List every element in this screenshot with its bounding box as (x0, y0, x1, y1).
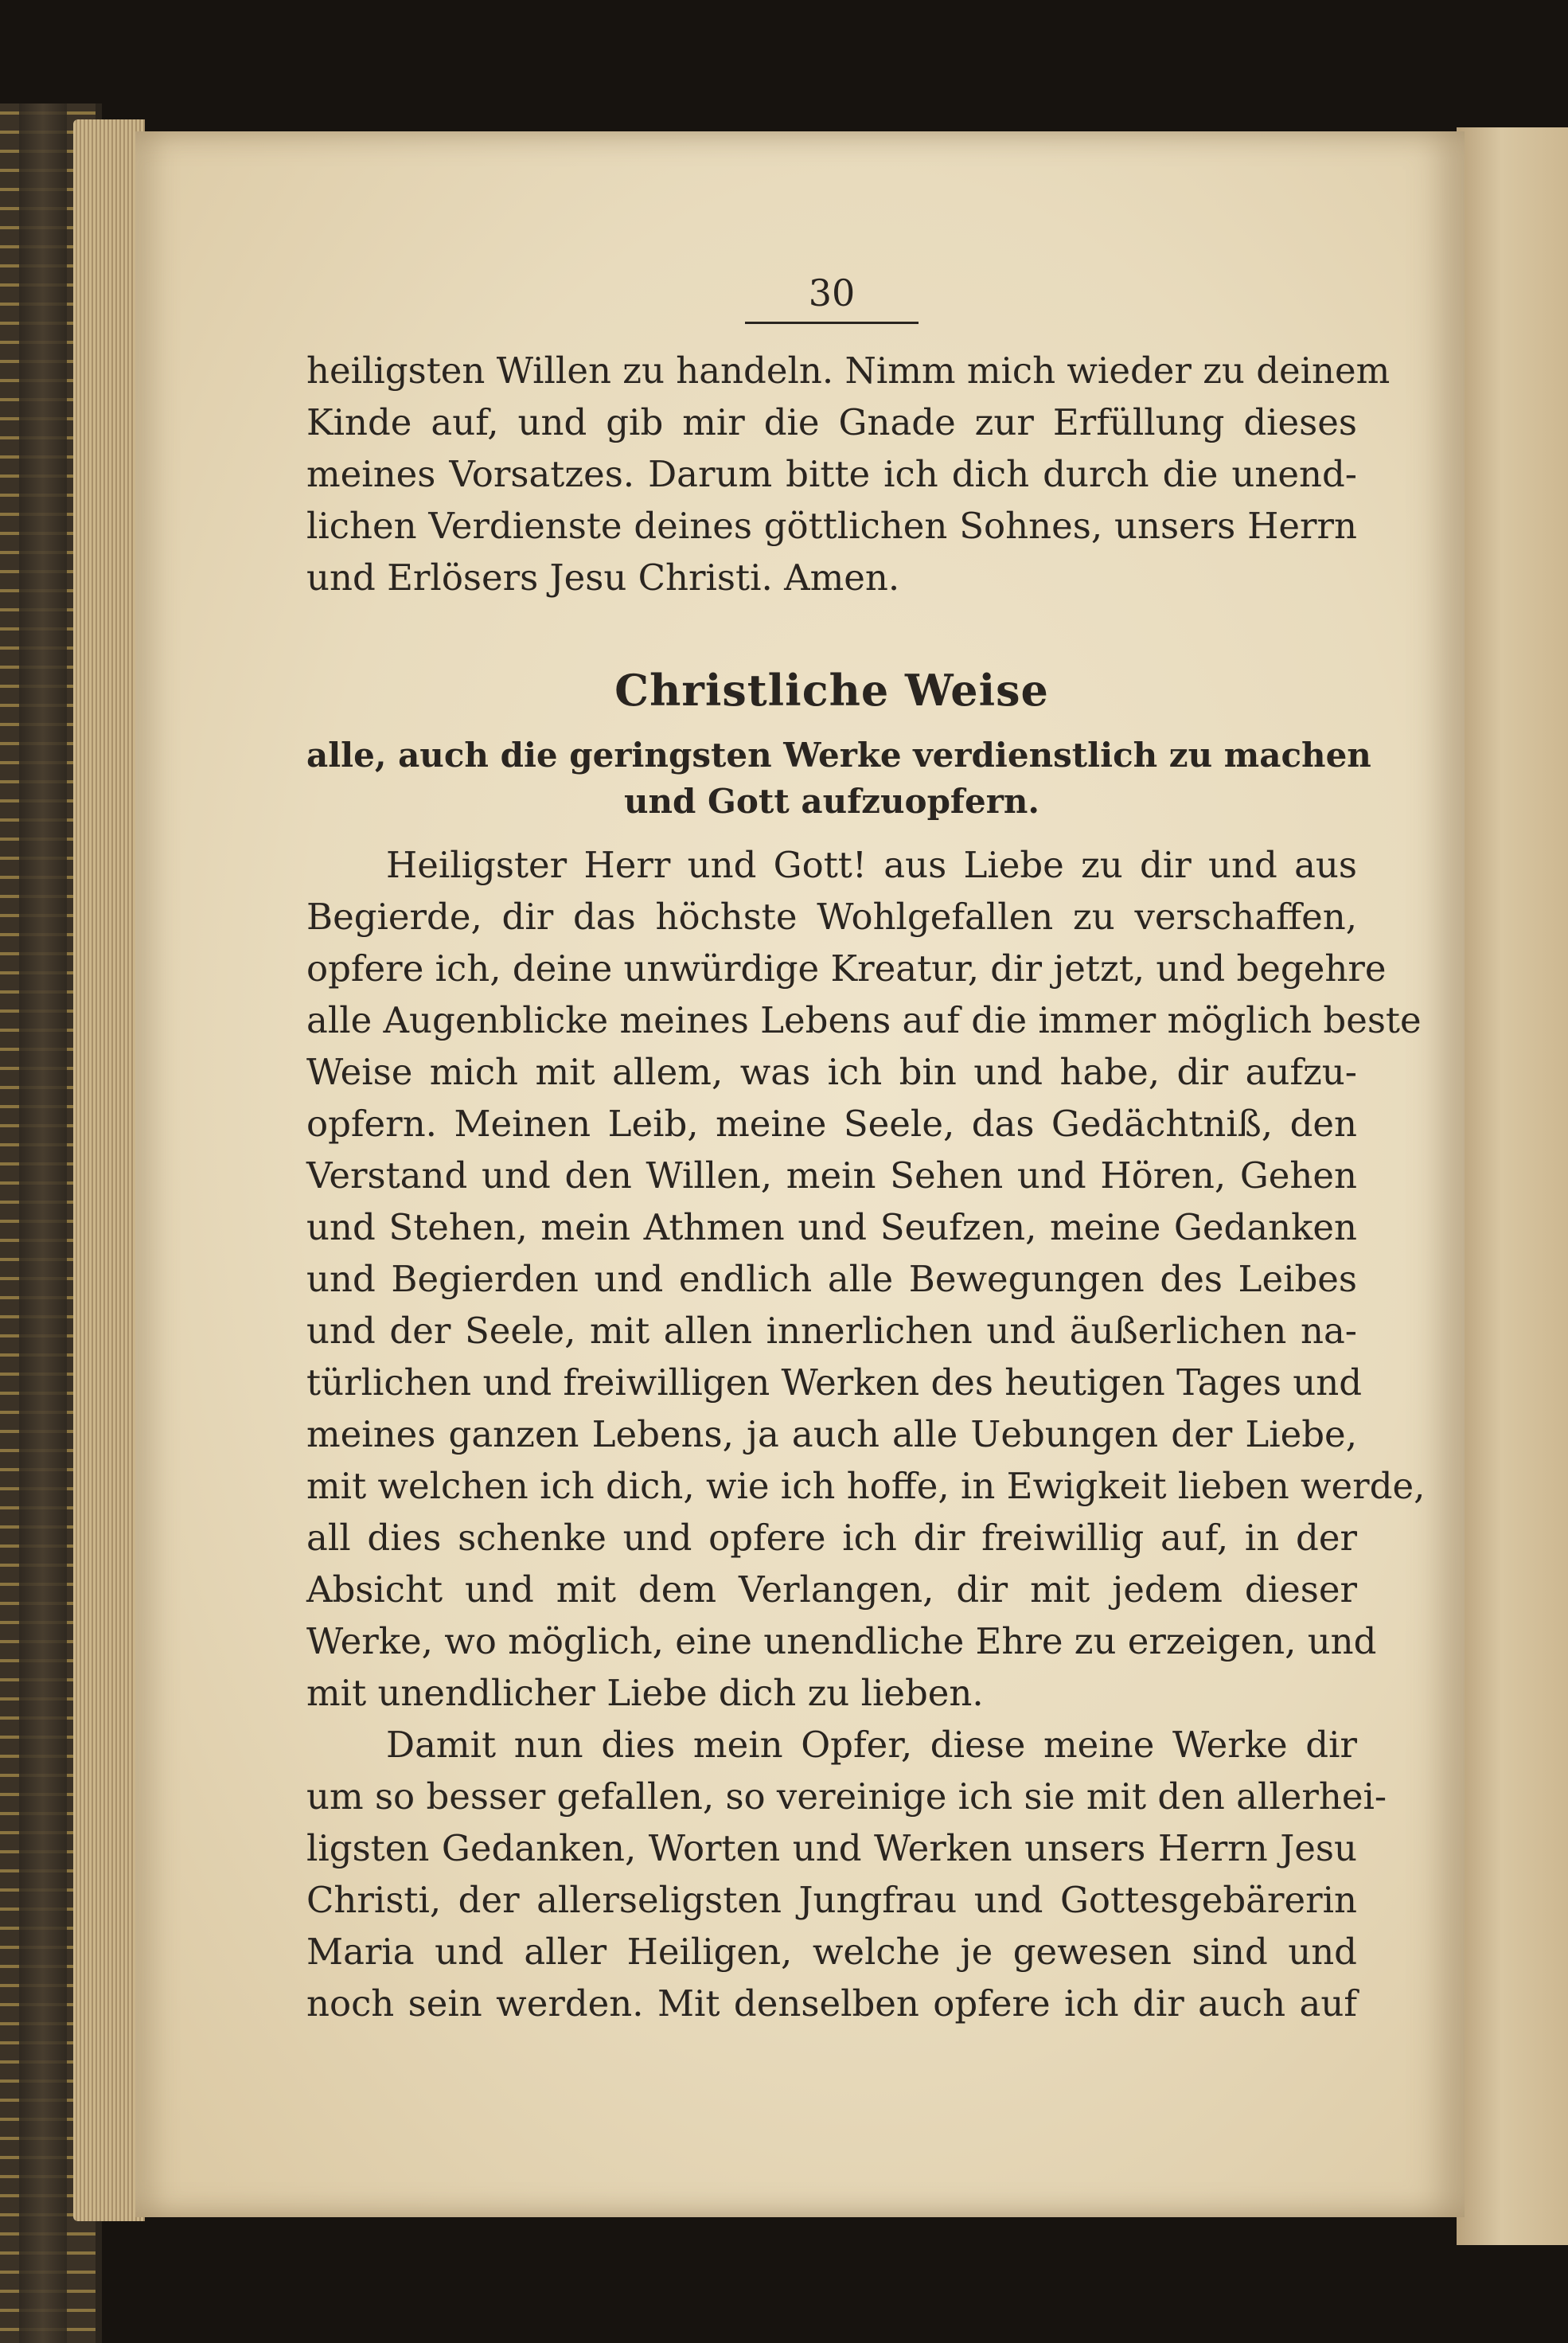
text-line: und Stehen, mein Athmen und Seufzen, meine Gedanken (306, 1206, 1357, 1248)
text-line: opfere ich, deine unwürdige Kreatur, dir jetzt, und begehre (306, 947, 1387, 990)
text-line: Absicht und mit dem Verlangen, dir mit jedem dieser (306, 1568, 1357, 1611)
text-line: noch sein werden. Mit denselben opfere ich dir auch auf (306, 1982, 1357, 2025)
text-line: meines ganzen Lebens, ja auch alle Uebungen der Liebe, (306, 1413, 1357, 1455)
text-line: heiligsten Willen zu handeln. Nimm mich wieder zu deinem (306, 349, 1391, 392)
intro-paragraph (306, 345, 1391, 603)
text-line: meines Vorsatzes. Darum bitte ich dich durch die unend- (306, 453, 1357, 495)
page-number: 30 (808, 271, 856, 314)
section-heading: Christliche Weise (614, 665, 1049, 716)
text-line: um so besser gefallen, so vereinige ich sie mit den allerhei- (306, 1775, 1387, 1818)
text-line: Weise mich mit allem, was ich bin und habe, dir aufzu- (306, 1051, 1357, 1093)
text-line: opfern. Meinen Leib, meine Seele, das Gedächtniß, den (306, 1103, 1357, 1145)
text-line: Maria und aller Heiligen, welche je gewesen sind und (306, 1931, 1357, 1973)
text-line: türlichen und freiwilligen Werken des heutigen Tages und (306, 1361, 1363, 1404)
text-line: Kinde auf, und gib mir die Gnade zur Erfüllung dieses (306, 401, 1357, 443)
binding-cloth (19, 103, 67, 2343)
text-line: Begierde, dir das höchste Wohlgefallen zu verschaffen, (306, 896, 1357, 938)
text-line: und Erlösers Jesu Christi. Amen. (306, 556, 900, 599)
text-line: Christi, der allerseligsten Jungfrau und Gottesgebärerin (306, 1879, 1357, 1921)
text-line: Werke, wo möglich, eine unendliche Ehre zu erzeigen, und (306, 1620, 1377, 1662)
text-line: mit unendlicher Liebe dich zu lieben. (306, 1672, 984, 1714)
text-line: all dies schenke und opfere ich dir freiwillig auf, in der (306, 1517, 1357, 1559)
text-line: und der Seele, mit allen innerlichen und äußerlichen na- (306, 1310, 1357, 1352)
text-line: und Begierden und endlich alle Bewegungen des Leibes (306, 1258, 1357, 1300)
text-line: alle Augenblicke meines Lebens auf die immer möglich beste (306, 999, 1422, 1041)
text-line: lichen Verdienste deines göttlichen Sohnes, unsers Herrn (306, 505, 1357, 547)
section-subheading: alle, auch die geringsten Werke verdienstlich zu machen (306, 736, 1371, 775)
text-line: Verstand und den Willen, mein Sehen und Hören, Gehen (306, 1154, 1357, 1197)
book-page (135, 131, 1465, 2217)
spacer (306, 825, 1357, 839)
section-subheading: und Gott aufzuopfern. (623, 782, 1040, 821)
text-line: ligsten Gedanken, Worten und Werken unsers Herrn Jesu (306, 1827, 1357, 1869)
page-block-edges (73, 119, 145, 2221)
paragraph-union (306, 1719, 1387, 2029)
text-line: Damit nun dies mein Opfer, diese meine Werke dir (386, 1724, 1357, 1766)
page-number-rule (745, 322, 919, 324)
page-text (306, 271, 1426, 2029)
paragraph-offering (306, 839, 1426, 1719)
text-line: mit welchen ich dich, wie ich hoffe, in Ewigkeit lieben werde, (306, 1465, 1426, 1507)
text-line: Heiligster Herr und Gott! aus Liebe zu dir und aus (386, 844, 1357, 886)
facing-page (1457, 127, 1568, 2245)
